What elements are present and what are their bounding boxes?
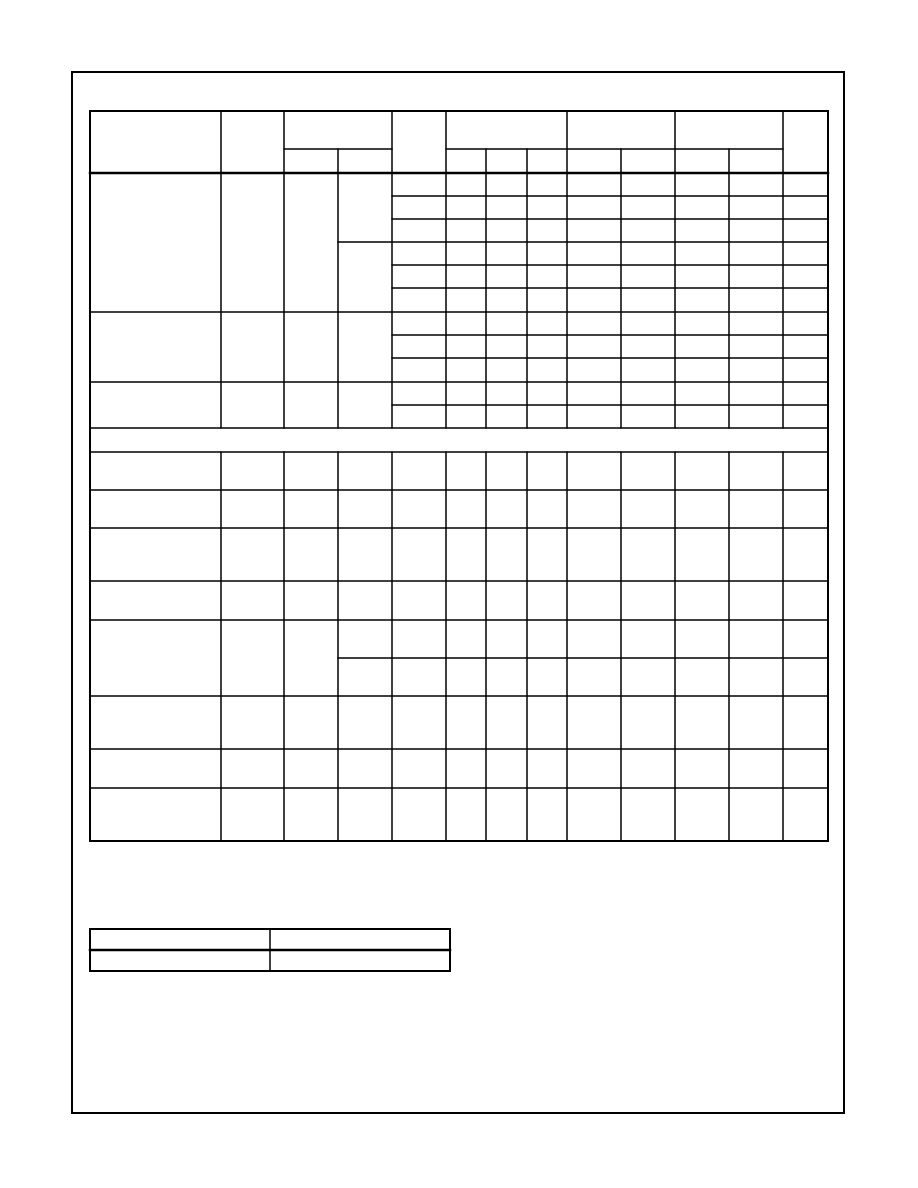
spec-table-border	[90, 111, 828, 841]
table-grid-lines	[90, 111, 828, 971]
